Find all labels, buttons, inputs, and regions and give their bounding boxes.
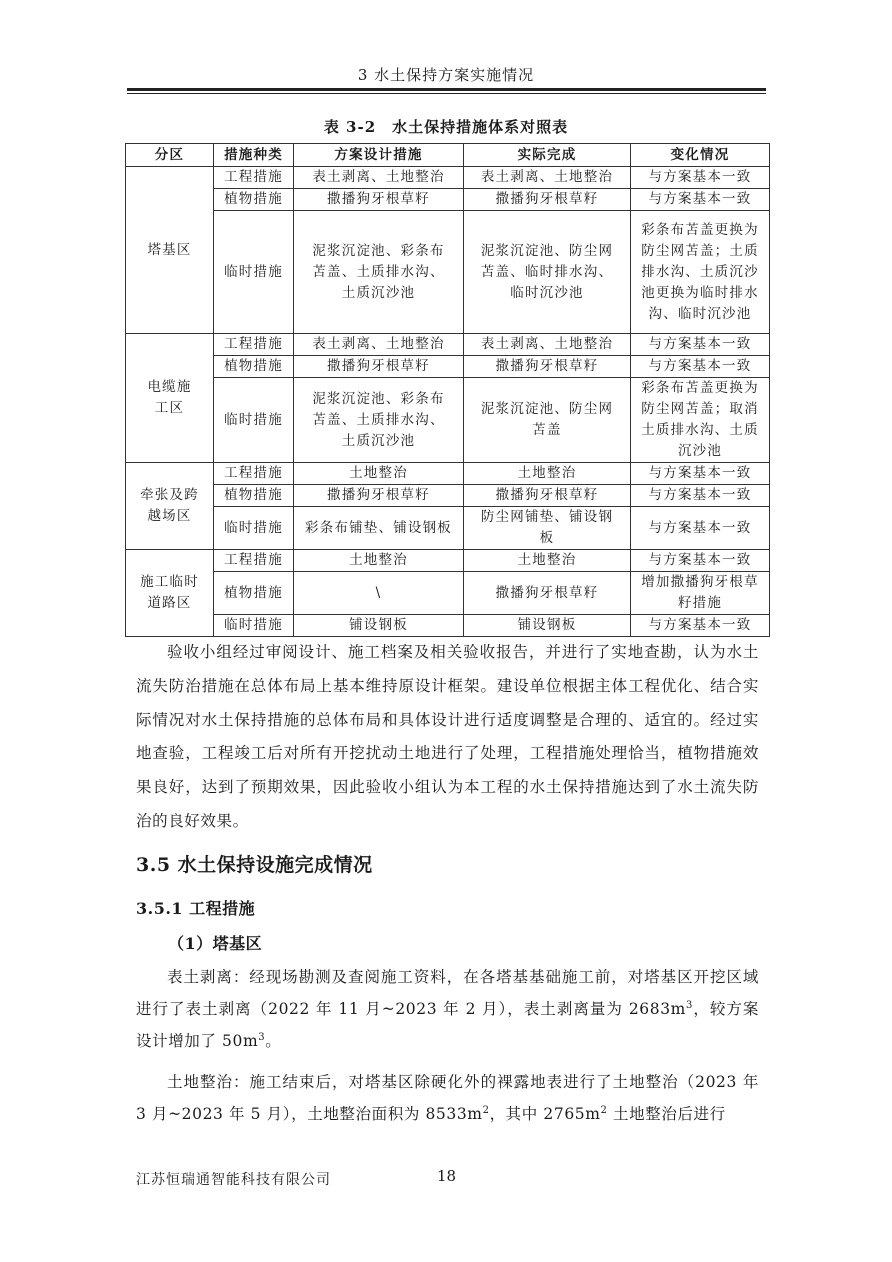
text-run: 土地整治后进行 [607,1105,726,1123]
table-cell: 撒播狗牙根草籽 [294,189,464,211]
table-cell: 撒播狗牙根草籽 [294,356,464,378]
table-cell: \ [294,572,464,615]
table-cell: 与方案基本一致 [631,334,770,356]
table-row [126,167,770,189]
table-cell: 撒播狗牙根草籽 [294,485,464,507]
paragraph-text [136,1066,759,1130]
section-heading: 3.5 水土保持设施完成情况 [136,854,373,876]
header-measure-type: 措施种类 [214,144,294,167]
text-run: 土地整治：施工结束后，对塔基区除硬化外的裸露地表进行了土地整治（2023 年 3 月~2023 年 5 月），土地整治面积为 8533m [136,1073,759,1123]
table-cell: 与方案基本一致 [631,507,770,550]
text-run: ，其中 2765m [489,1105,601,1123]
table-cell: 彩条布苫盖更换为防尘网苫盖；取消土质排水沟、土质沉沙池 [631,378,770,463]
table-cell: 表土剥离、土地整治 [294,334,464,356]
superscript: 2 [482,1104,490,1116]
table-cell: 防尘网铺垫、铺设钢板 [464,507,631,550]
header-actual-completion: 实际完成 [464,144,631,167]
header-rule [127,88,766,91]
table-cell: 土地整治 [464,550,631,572]
superscript: 3 [258,1031,266,1043]
table-cell: 表土剥离、土地整治 [464,167,631,189]
table-cell: 泥浆沉淀池、防尘网苫盖、临时排水沟、临时沉沙池 [464,211,631,334]
table-cell: 撒播狗牙根草籽 [464,356,631,378]
table-cell: 撒播狗牙根草籽 [464,189,631,211]
table-row [126,211,770,334]
running-header: 3 水土保持方案实施情况 [357,66,535,84]
table-cell: 铺设钢板 [294,615,464,637]
zone-cell: 施工临时道路区 [126,550,214,637]
table-cell: 泥浆沉淀池、彩条布苫盖、土质排水沟、土质沉沙池 [294,211,464,334]
table-cell: 彩条布苫盖更换为防尘网苫盖；土质排水沟、土质沉沙池更换为临时排水沟、临时沉沙池 [631,211,770,334]
paragraph-text [136,961,759,1057]
table-cell: 临时措施 [214,615,294,637]
text-run: 。 [265,1032,282,1050]
zone-cell: 电缆施工区 [126,334,214,463]
table-cell: 撒播狗牙根草籽 [464,485,631,507]
table-cell: 与方案基本一致 [631,463,770,485]
text-run: 表土剥离：经现场勘测及查阅施工资料，在各塔基基础施工前，对塔基区开挖区域进行了表土剥离（2022 年 11 月~2023 年 2 月），表土剥离量为 2683m [136,968,759,1018]
superscript: 2 [600,1104,608,1116]
table-cell: 工程措施 [214,334,294,356]
table-cell: 与方案基本一致 [631,550,770,572]
table-cell: 临时措施 [214,507,294,550]
table-cell: 与方案基本一致 [631,615,770,637]
topsoil-stripping-paragraph [136,961,759,1057]
measures-comparison-table [125,143,770,637]
table-row [126,463,770,485]
land-leveling-paragraph [136,1066,759,1130]
table-cell: 土地整治 [464,463,631,485]
table-caption: 表 3-2 水土保持措施体系对照表 [323,118,569,136]
zone-cell: 牵张及跨越场区 [126,463,214,550]
table-cell: 撒播狗牙根草籽 [464,572,631,615]
page-number: 18 [437,1167,457,1185]
table-cell: 彩条布铺垫、铺设钢板 [294,507,464,550]
table-cell: 表土剥离、土地整治 [294,167,464,189]
item-heading: （1）塔基区 [168,934,263,953]
table-cell: 临时措施 [214,378,294,463]
table-row [126,550,770,572]
footer-company: 江苏恒瑞通智能科技有限公司 [136,1172,331,1188]
acceptance-paragraph [136,636,759,839]
table-row [126,334,770,356]
table-cell: 土地整治 [294,463,464,485]
header-rule-thin [127,93,766,94]
table-cell: 植物措施 [214,189,294,211]
paragraph-text: 验收小组经过审阅设计、施工档案及相关验收报告，并进行了实地查勘，认为水土流失防治措施在总体布局上基本维持原设计框架。建设单位根据主体工程优化、结合实际情况对水土保持措施的总体布局和具体设计进行适度调整是合理的、适宜的。经过实地查验，工程竣工后对所有开挖扰动土地进行了处理，工程措施处理恰当，植物措施效果良好，达到了预期效果，因此验收小组认为本工程的水土保持措施达到了水土流失防治的良好效果。 [136,643,759,830]
superscript: 3 [685,999,693,1011]
table-cell: 与方案基本一致 [631,485,770,507]
table-cell: 与方案基本一致 [631,356,770,378]
table-row [126,189,770,211]
table-cell: 表土剥离、土地整治 [464,334,631,356]
header-design-measure: 方案设计措施 [294,144,464,167]
table-row [126,615,770,637]
table-row [126,356,770,378]
table-header-row [126,144,770,167]
table-cell: 与方案基本一致 [631,167,770,189]
subsection-heading: 3.5.1 工程措施 [136,899,256,918]
table-row [126,485,770,507]
table-cell: 植物措施 [214,485,294,507]
table-cell: 临时措施 [214,211,294,334]
table-cell: 与方案基本一致 [631,189,770,211]
table-cell: 增加撒播狗牙根草籽措施 [631,572,770,615]
table-cell: 工程措施 [214,463,294,485]
table-row [126,572,770,615]
table-cell: 泥浆沉淀池、防尘网苫盖 [464,378,631,463]
table-cell: 工程措施 [214,550,294,572]
header-change: 变化情况 [631,144,770,167]
table-cell: 泥浆沉淀池、彩条布苫盖、土质排水沟、土质沉沙池 [294,378,464,463]
zone-cell: 塔基区 [126,167,214,334]
header-zone: 分区 [126,144,214,167]
text-run: ，较方案设计增加了 50m [136,1000,759,1050]
table-cell: 植物措施 [214,356,294,378]
table-cell: 土地整治 [294,550,464,572]
table-cell: 工程措施 [214,167,294,189]
table-cell: 铺设钢板 [464,615,631,637]
table-row [126,378,770,463]
table-row [126,507,770,550]
table-cell: 植物措施 [214,572,294,615]
